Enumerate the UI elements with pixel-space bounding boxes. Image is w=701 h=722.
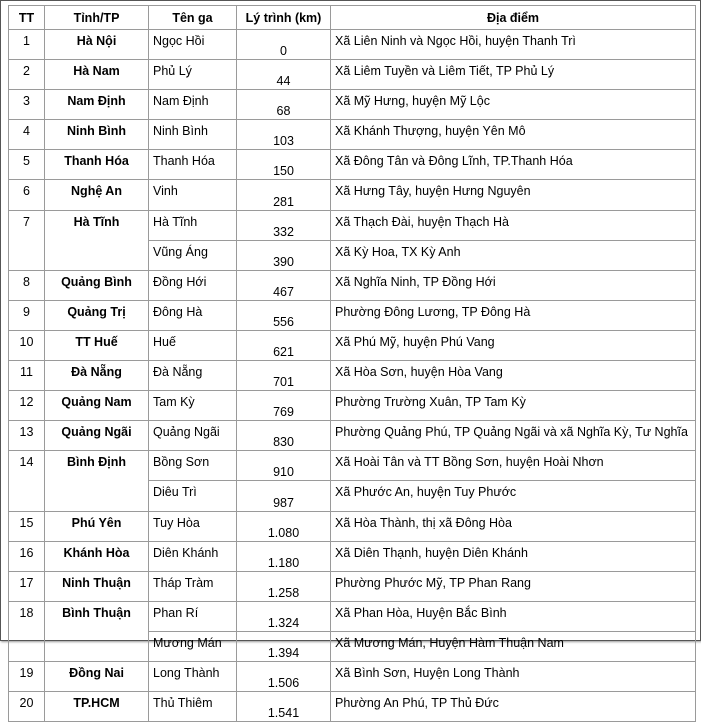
distance-cell: 910: [237, 451, 331, 481]
station-name-cell: Bồng Sơn: [149, 451, 237, 481]
row-number: 19: [9, 661, 45, 691]
table-row: [9, 571, 696, 601]
station-name-cell: Hà Tĩnh: [149, 210, 237, 240]
station-name-cell: Phủ Lý: [149, 60, 237, 90]
station-name-cell: Tháp Tràm: [149, 571, 237, 601]
location-cell: Phường Trường Xuân, TP Tam Kỳ: [331, 391, 696, 421]
table-row: [9, 270, 696, 300]
distance-cell: 1.258: [237, 571, 331, 601]
station-name-cell: Long Thành: [149, 661, 237, 691]
table-row: [9, 30, 696, 60]
distance-cell: 68: [237, 90, 331, 120]
distance-cell: 556: [237, 300, 331, 330]
province-cell: Đà Nẵng: [45, 361, 149, 391]
table-row: [9, 60, 696, 90]
location-cell: Xã Hoài Tân và TT Bồng Sơn, huyện Hoài Nhơn: [331, 451, 696, 481]
distance-cell: 987: [237, 481, 331, 511]
row-number: 12: [9, 391, 45, 421]
location-cell: Xã Hòa Thành, thị xã Đông Hòa: [331, 511, 696, 541]
station-name-cell: Thanh Hóa: [149, 150, 237, 180]
header-station: Tên ga: [149, 6, 237, 30]
province-cell: TT Huế: [45, 330, 149, 360]
province-cell: Nghệ An: [45, 180, 149, 210]
distance-cell: 1.080: [237, 511, 331, 541]
distance-cell: 621: [237, 330, 331, 360]
province-cell: Khánh Hòa: [45, 541, 149, 571]
location-cell: Xã Phan Hòa, Huyện Bắc Bình: [331, 601, 696, 631]
row-number: 15: [9, 511, 45, 541]
distance-cell: 1.541: [237, 692, 331, 722]
row-number: 8: [9, 270, 45, 300]
province-cell: TP.HCM: [45, 692, 149, 722]
station-name-cell: Quảng Ngãi: [149, 421, 237, 451]
station-name-cell: Mương Mán: [149, 631, 237, 661]
location-cell: Xã Mỹ Hưng, huyện Mỹ Lộc: [331, 90, 696, 120]
header-province: Tỉnh/TP: [45, 6, 149, 30]
location-cell: Xã Nghĩa Ninh, TP Đồng Hới: [331, 270, 696, 300]
station-name-cell: Ninh Bình: [149, 120, 237, 150]
table-row: [9, 210, 696, 240]
table-row: [9, 451, 696, 481]
row-number: 18: [9, 601, 45, 661]
station-name-cell: Đà Nẵng: [149, 361, 237, 391]
location-cell: Xã Hưng Tây, huyện Hưng Nguyên: [331, 180, 696, 210]
province-cell: Ninh Bình: [45, 120, 149, 150]
province-cell: Hà Nam: [45, 60, 149, 90]
table-row: [9, 361, 696, 391]
station-name-cell: Vũng Áng: [149, 240, 237, 270]
province-cell: Quảng Nam: [45, 391, 149, 421]
distance-cell: 769: [237, 391, 331, 421]
location-cell: Phường Phước Mỹ, TP Phan Rang: [331, 571, 696, 601]
location-cell: Phường Quảng Phú, TP Quảng Ngãi và xã Nghĩa Kỳ, Tư Nghĩa: [331, 421, 696, 451]
province-cell: Bình Thuận: [45, 601, 149, 661]
province-cell: Hà Nội: [45, 30, 149, 60]
location-cell: Xã Liên Ninh và Ngọc Hồi, huyện Thanh Trì: [331, 30, 696, 60]
province-cell: Phú Yên: [45, 511, 149, 541]
location-cell: Xã Diên Thạnh, huyện Diên Khánh: [331, 541, 696, 571]
province-cell: Quảng Bình: [45, 270, 149, 300]
province-cell: Nam Định: [45, 90, 149, 120]
table-row: [9, 541, 696, 571]
distance-cell: 44: [237, 60, 331, 90]
station-name-cell: Đồng Hới: [149, 270, 237, 300]
row-number: 10: [9, 330, 45, 360]
row-number: 5: [9, 150, 45, 180]
table-header-row: [9, 6, 696, 30]
row-number: 11: [9, 361, 45, 391]
location-cell: Phường An Phú, TP Thủ Đức: [331, 692, 696, 722]
location-cell: Xã Phú Mỹ, huyện Phú Vang: [331, 330, 696, 360]
station-name-cell: Diêu Trì: [149, 481, 237, 511]
province-cell: Thanh Hóa: [45, 150, 149, 180]
distance-cell: 1.394: [237, 631, 331, 661]
row-number: 13: [9, 421, 45, 451]
station-name-cell: Huế: [149, 330, 237, 360]
table-row: [9, 511, 696, 541]
location-cell: Xã Phước An, huyện Tuy Phước: [331, 481, 696, 511]
table-row: [9, 421, 696, 451]
station-name-cell: Ngọc Hồi: [149, 30, 237, 60]
row-number: 9: [9, 300, 45, 330]
station-name-cell: Đông Hà: [149, 300, 237, 330]
table-row: [9, 601, 696, 631]
distance-cell: 390: [237, 240, 331, 270]
location-cell: Xã Mương Mán, Huyện Hàm Thuận Nam: [331, 631, 696, 661]
distance-cell: 701: [237, 361, 331, 391]
station-name-cell: Phan Rí: [149, 601, 237, 631]
distance-cell: 103: [237, 120, 331, 150]
table-row: [9, 330, 696, 360]
table-row: [9, 120, 696, 150]
province-cell: Bình Định: [45, 451, 149, 511]
location-cell: Xã Liêm Tuyền và Liêm Tiết, TP Phủ Lý: [331, 60, 696, 90]
distance-cell: 1.506: [237, 661, 331, 691]
station-name-cell: Thủ Thiêm: [149, 692, 237, 722]
header-tt: TT: [9, 6, 45, 30]
station-name-cell: Vinh: [149, 180, 237, 210]
station-name-cell: Nam Định: [149, 90, 237, 120]
distance-cell: 281: [237, 180, 331, 210]
header-location: Địa điểm: [331, 6, 696, 30]
table-row: [9, 391, 696, 421]
table-row: [9, 661, 696, 691]
row-number: 17: [9, 571, 45, 601]
station-name-cell: Diên Khánh: [149, 541, 237, 571]
location-cell: Phường Đông Lương, TP Đông Hà: [331, 300, 696, 330]
location-cell: Xã Đông Tân và Đông Lĩnh, TP.Thanh Hóa: [331, 150, 696, 180]
distance-cell: 1.180: [237, 541, 331, 571]
distance-cell: 332: [237, 210, 331, 240]
province-cell: Đồng Nai: [45, 661, 149, 691]
row-number: 4: [9, 120, 45, 150]
row-number: 7: [9, 210, 45, 270]
province-cell: Ninh Thuận: [45, 571, 149, 601]
table-row: [9, 692, 696, 722]
province-cell: Hà Tĩnh: [45, 210, 149, 270]
distance-cell: 830: [237, 421, 331, 451]
row-number: 6: [9, 180, 45, 210]
row-number: 1: [9, 30, 45, 60]
row-number: 16: [9, 541, 45, 571]
location-cell: Xã Khánh Thượng, huyện Yên Mô: [331, 120, 696, 150]
location-cell: Xã Kỳ Hoa, TX Kỳ Anh: [331, 240, 696, 270]
station-name-cell: Tuy Hòa: [149, 511, 237, 541]
table-row: [9, 150, 696, 180]
location-cell: Xã Thạch Đài, huyện Thạch Hà: [331, 210, 696, 240]
distance-cell: 150: [237, 150, 331, 180]
row-number: 3: [9, 90, 45, 120]
station-table: [8, 5, 696, 722]
location-cell: Xã Bình Sơn, Huyện Long Thành: [331, 661, 696, 691]
table-row: [9, 300, 696, 330]
province-cell: Quảng Trị: [45, 300, 149, 330]
table-body: [9, 30, 696, 722]
header-distance: Lý trình (km): [237, 6, 331, 30]
distance-cell: 0: [237, 30, 331, 60]
row-number: 20: [9, 692, 45, 722]
table-row: [9, 90, 696, 120]
province-cell: Quảng Ngãi: [45, 421, 149, 451]
station-name-cell: Tam Kỳ: [149, 391, 237, 421]
distance-cell: 467: [237, 270, 331, 300]
row-number: 14: [9, 451, 45, 511]
location-cell: Xã Hòa Sơn, huyện Hòa Vang: [331, 361, 696, 391]
row-number: 2: [9, 60, 45, 90]
table-row: [9, 180, 696, 210]
distance-cell: 1.324: [237, 601, 331, 631]
